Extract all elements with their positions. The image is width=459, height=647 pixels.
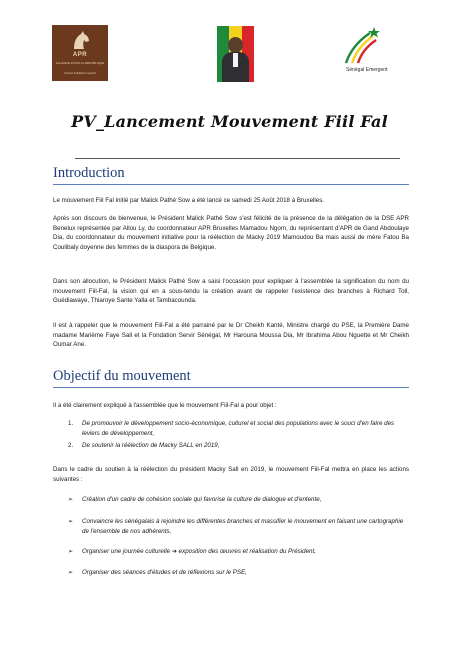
portrait-head (228, 37, 243, 53)
document-title: PV_Lancement Mouvement Fiil Fal (71, 112, 388, 131)
apr-logo (52, 25, 108, 81)
arrow-bullet-icon: ➢ (68, 496, 74, 503)
arrow-bullet-icon: ➢ (68, 518, 74, 525)
action-item (68, 547, 409, 557)
arrow-bullet-icon: ➢ (68, 569, 74, 576)
introduction-heading: Introduction (53, 165, 125, 181)
action-text: Organiser des séances d'études et de réflexions sur le PSE, (82, 569, 247, 576)
apr-logo-abbrev: APR (72, 52, 88, 58)
apr-logo-name: ALLIANCE POUR LA REPUBLIQUE (55, 61, 105, 65)
action-text: Convaincre les sénégalais à rejoindre les différentes branches et massifier le mouvement en faisant une cartographie de l'ensemble de nos adhérents, (82, 518, 404, 535)
intro-paragraph-3: Dans son allocution, le Président Malick Pathé Sow a saisi l'occasion pour expliquer à l'assemblée la signification du nom du mouvement Fiil-Fal, la vision qui en a sous-tendu la création avant de rappeler l'existence des branches à Richard Toll, Guédiawaye, Thiaroye Sante Yalla et Tambacounda. (53, 278, 409, 304)
action-item (68, 568, 409, 578)
objectif-intro: Il a été clairement expliqué à l'assemblée que le mouvement Fiil-Fal a pour objet : (53, 402, 277, 409)
objective-item (68, 419, 409, 438)
presidential-portrait (217, 26, 254, 82)
intro-paragraph-4: Il est à rappeler que le mouvement Fiil-Fal a été parrainé par le Dr Cheikh Kanté, Ministre chargé du PSE, la Première Dame madame Marième Faye Sall et la Fondation Servir Sénégal, Mr Harouna Moussa Dia, Mr Ibrahima Abou Nguette et Mr Cheikh Oumar Ane. (53, 322, 409, 348)
arrow-bullet-icon: ➢ (68, 548, 74, 555)
senegal-emergent-logo (340, 25, 390, 81)
action-item (68, 495, 409, 505)
action-item (68, 517, 409, 536)
objective-number: 2. (68, 442, 74, 449)
title-divider (75, 158, 400, 159)
horse-head-icon (68, 30, 92, 50)
intro-paragraph-1: Le mouvement Fiil Fal initié par Malick Pathé Sow a été lancé ce samedi 25 Août 2018 à Bruxelles. (53, 197, 325, 204)
objective-item (68, 441, 409, 451)
action-text: Organiser une journée culturelle ➔ exposition des œuvres et réalisation du Président, (82, 548, 316, 555)
objective-text: De soutenir la réélection de Macky SALL en 2019, (82, 442, 220, 449)
portrait-shirt (233, 53, 238, 67)
apr-logo-slogan: Travail Solidarité Loyauté (64, 71, 96, 75)
objectif-heading-rule (53, 387, 409, 388)
objective-text: De promouvoir le développement socio-économique, culturel et social des populations avec le souci d'en faire des leviers de développement, (82, 420, 395, 437)
introduction-heading-rule (53, 184, 409, 185)
senegal-emergent-icon (340, 25, 390, 67)
actions-intro: Dans le cadre du soutien à la réélection du président Macky Sall en 2019, le mouvement Fiil-Fal mettra en place les actions suivantes : (53, 466, 409, 483)
intro-paragraph-2: Après son discours de bienvenue, le Président Malick Pathé Sow s'est félicité de la présence de la délégation de la DSE APR Benelux représentée par Allou Ly, du coordonnateur APR Bruxelles Mamadou Ngom, du représentant d'APR de Gand Abdoulaye Dia, du coordonnateur du mouvement initiative pour la réélection de Macky 2019 Mamoudou Ba mais aussi de mère Fatou Ba Coulibaly doyenne des femmes de la diaspora de Belgique. (53, 215, 409, 251)
objective-number: 1. (68, 420, 74, 427)
senegal-emergent-caption: Sénégal Emergent (346, 67, 388, 73)
objectif-heading: Objectif du mouvement (53, 368, 191, 384)
action-text: Création d'un cadre de cohésion sociale qui favorise la culture de dialogue et d'entente, (82, 496, 322, 503)
objectives-list (68, 419, 409, 451)
